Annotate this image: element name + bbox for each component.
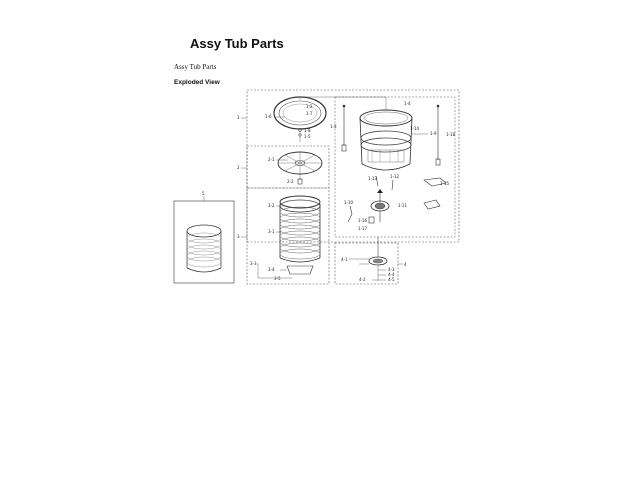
callout-label: 1-10 — [344, 200, 354, 205]
drive-pulley — [369, 237, 387, 265]
sensor-part — [369, 217, 374, 223]
callout-label: 4 — [404, 262, 407, 267]
callout-label: 3-2 — [268, 203, 275, 208]
callout-label: 1-6 — [265, 114, 272, 119]
callout-label: 1-8 — [304, 128, 311, 133]
page-title: Assy Tub Parts — [190, 36, 284, 51]
clamp-part — [437, 105, 440, 108]
bracket-part — [424, 200, 440, 209]
callout-label: 4-4 — [388, 272, 395, 277]
inset-basket — [187, 225, 221, 272]
section-heading: Exploded View — [174, 79, 220, 86]
callout-label: 2-2 — [287, 179, 294, 184]
callout-label: 3 — [237, 234, 240, 239]
wire-part — [348, 206, 352, 222]
callout-label: 1-15 — [440, 181, 450, 186]
callout-label: 3-5 — [274, 276, 281, 281]
callout-label: 1-18 — [446, 132, 456, 137]
callout-label: 4-2 — [359, 277, 366, 282]
callout-label: 1-13 — [368, 176, 378, 181]
spin-basket — [280, 196, 320, 274]
callout-label: 1 — [237, 115, 240, 120]
callout-label: 4-3 — [388, 267, 395, 272]
callout-label: 4-5 — [388, 277, 395, 282]
callout-label: 1-17 — [358, 226, 368, 231]
callout-label: 1-16 — [358, 218, 368, 223]
outer-tub — [360, 110, 412, 170]
callout-label: 4-1 — [341, 257, 348, 262]
callout-label: 1-12 — [390, 174, 400, 179]
page-subtitle: Assy Tub Parts — [174, 63, 217, 71]
callout-label: 1-3 — [330, 124, 337, 129]
tub-cover-ring — [274, 97, 326, 129]
callout-label: 5 — [202, 191, 205, 196]
callout-label: 1-2 — [306, 104, 313, 109]
callout-label: 1-11 — [398, 203, 408, 208]
callout-label: 2-1 — [268, 157, 275, 162]
callout-label: 2 — [237, 165, 240, 170]
callout-label: 1-14 — [410, 126, 420, 131]
callout-label: 3-3 — [250, 261, 257, 266]
callout-label: 3-4 — [268, 267, 275, 272]
group-box-5 — [174, 201, 234, 283]
callout-label: 1-9 — [430, 131, 437, 136]
pulsator-disc — [278, 152, 322, 174]
hook-part — [392, 180, 393, 190]
callout-label: 1-7 — [306, 111, 313, 116]
group-box-1-sub — [335, 97, 455, 237]
callout-label: 1-5 — [304, 134, 311, 139]
clamp-part — [343, 105, 346, 108]
callout-label: 1-4 — [404, 101, 411, 106]
callout-label: 3-1 — [268, 229, 275, 234]
